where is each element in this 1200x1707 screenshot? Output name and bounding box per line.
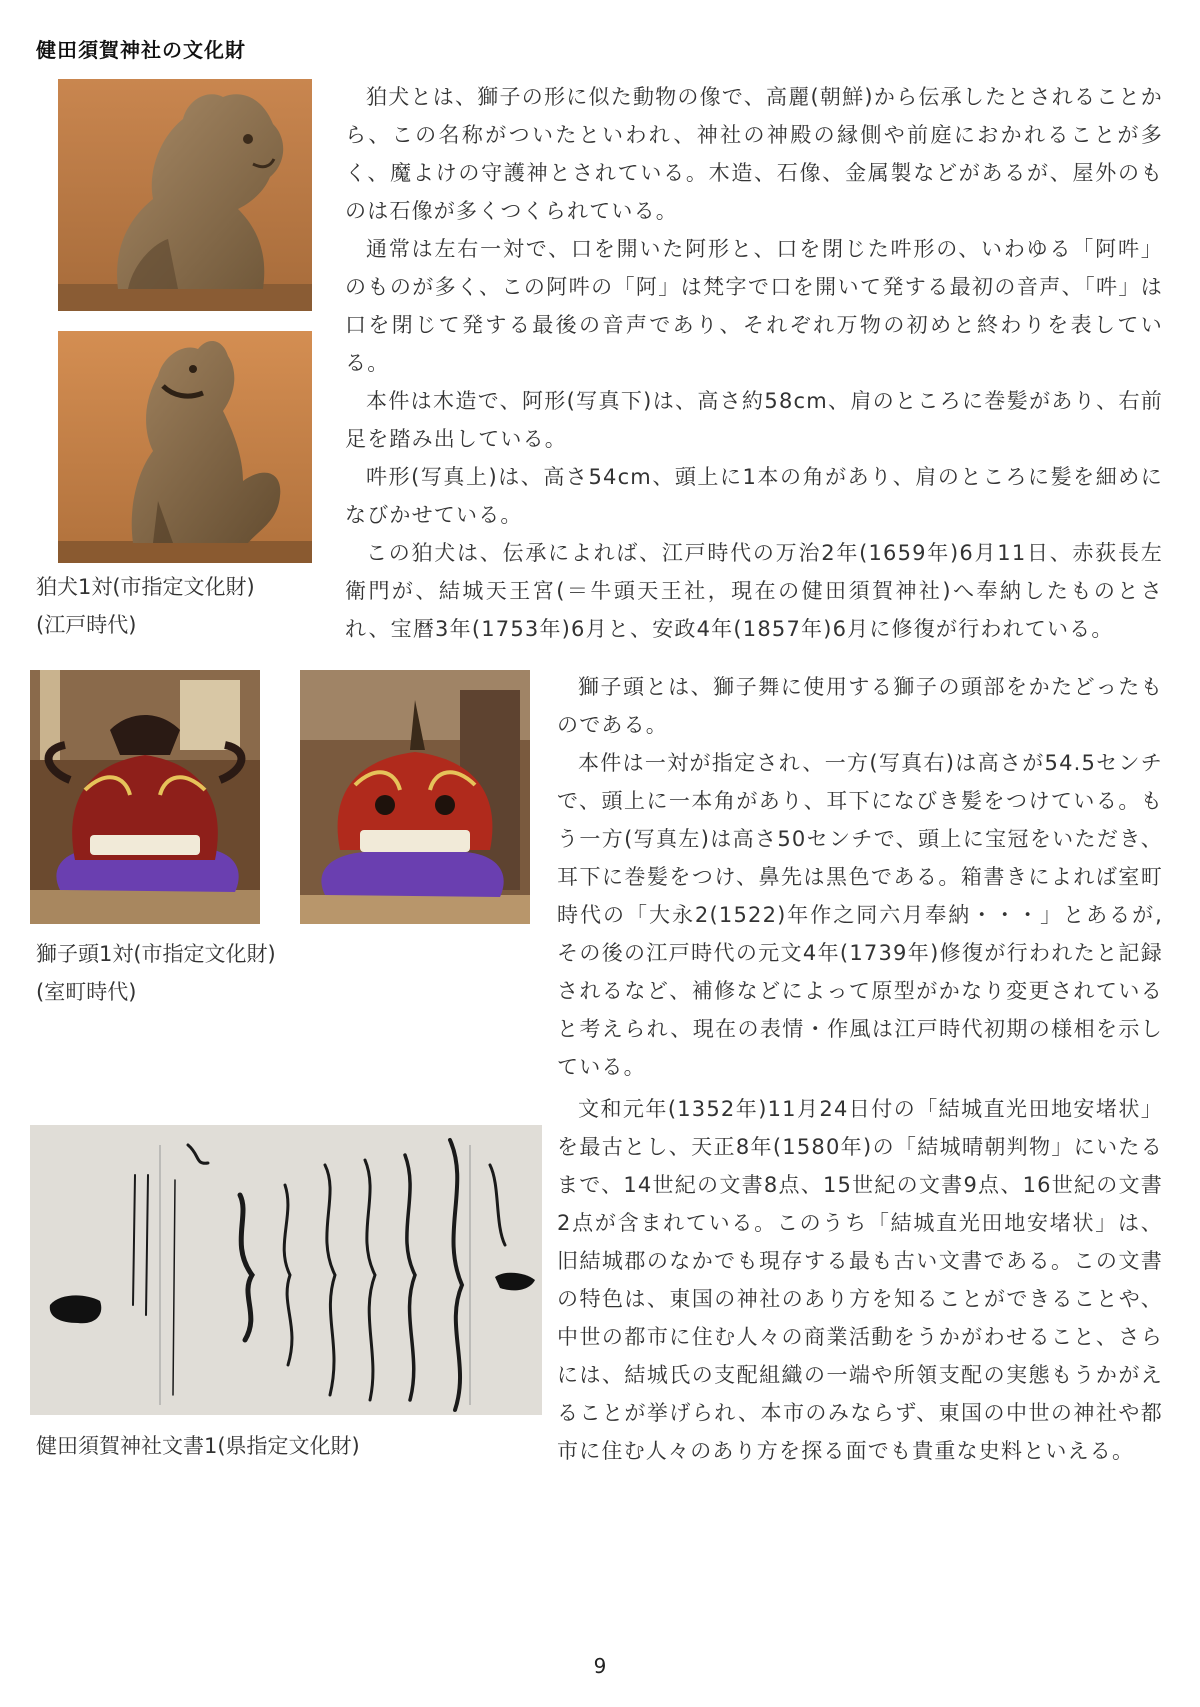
shishigashira-photo-left (30, 670, 260, 924)
paragraph: 本件は木造で、阿形(写真下)は、高さ約58cm、肩のところに巻髪があり、右前足を踏み出している。 (345, 389, 1163, 451)
page-number: 9 (593, 1654, 607, 1678)
documents-text (557, 1090, 1163, 1470)
paragraph: 本件は一対が指定され、一方(写真右)は高さが54.5センチで、頭上に一本角があり、耳下になびき髪をつけている。もう一方(写真左)は高さ50センチで、頭上に宝冠をいただき、耳下に巻髪をつけ、鼻先は黒色である。箱書きによれば室町時代の「大永2(1522)年作之同六月奉納・・・」とあるが,その後の江戸時代の元文4年(1739年)修復が行われたと記録されるなど、補修などによって原型がかなり変更されていると考えられ、現在の表情・作風は江戸時代初期の様相を示している。 (557, 751, 1163, 1079)
shishigashira-text (557, 668, 1163, 1086)
komainu-photo-top (58, 79, 312, 311)
komainu-photo-bottom (58, 331, 312, 563)
shishigashira-right-icon (300, 670, 530, 924)
komainu-ungyo-icon (58, 79, 312, 311)
shishigashira-left-icon (30, 670, 260, 924)
paragraph: 吽形(写真上)は、高さ54cm、頭上に1本の角があり、肩のところに髪を細めになびかせている。 (345, 465, 1163, 527)
komainu-caption-title: 狛犬1対(市指定文化財) (36, 575, 255, 599)
komainu-caption-period: (江戸時代) (36, 613, 137, 637)
document-caption: 健田須賀神社文書1(県指定文化財) (36, 1434, 360, 1458)
shishigashira-caption-period: (室町時代) (36, 980, 137, 1004)
document-photo (30, 1125, 542, 1415)
page-title: 健田須賀神社の文化財 (36, 38, 246, 62)
paragraph: 文和元年(1352年)11月24日付の「結城直光田地安堵状」を最古とし、天正8年(1580年)の「結城晴朝判物」にいたるまで、14世紀の文書8点、15世紀の文書9点、16世紀の文書2点が含まれている。このうち「結城直光田地安堵状」は、旧結城郡のなかでも現存する最も古い文書である。この文書の特色は、東国の神社のあり方を知ることができることや、中世の都市に住む人々の商業活動をうかがわせること、さらには、結城氏の支配組織の一端や所領支配の実態もうかがえることが挙げられ、本市のみならず、東国の中世の神社や都市に住む人々のあり方を探る面でも貴重な史料といえる。 (557, 1097, 1163, 1463)
paragraph: 獅子頭とは、獅子舞に使用する獅子の頭部をかたどったものである。 (557, 675, 1163, 737)
shishigashira-caption-title: 獅子頭1対(市指定文化財) (36, 942, 276, 966)
shishigashira-caption (36, 935, 356, 1011)
komainu-caption (36, 568, 316, 644)
paragraph: 狛犬とは、獅子の形に似た動物の像で、高麗(朝鮮)から伝承したとされることから、この名称がついたといわれ、神社の神殿の縁側や前庭におかれることが多く、魔よけの守護神とされている。木造、石像、金属製などがあるが、屋外のものは石像が多くつくられている。 (345, 85, 1163, 223)
shishigashira-photo-right (300, 670, 530, 924)
calligraphy-document-icon (30, 1125, 542, 1415)
komainu-agyo-icon (58, 331, 312, 563)
paragraph: 通常は左右一対で、口を開いた阿形と、口を閉じた吽形の、いわゆる「阿吽」のものが多く、この阿吽の「阿」は梵字で口を開いて発する最初の音声、「吽」は口を閉じて発する最後の音声であり、それぞれ万物の初めと終わりを表している。 (345, 237, 1163, 375)
paragraph: この狛犬は、伝承によれば、江戸時代の万治2年(1659年)6月11日、赤荻長左衛門が、結城天王宮(＝牛頭天王社，現在の健田須賀神社)へ奉納したものとされ、宝暦3年(1753年)6月と、安政4年(1857年)6月に修復が行われている。 (345, 541, 1163, 641)
komainu-text (345, 78, 1163, 648)
